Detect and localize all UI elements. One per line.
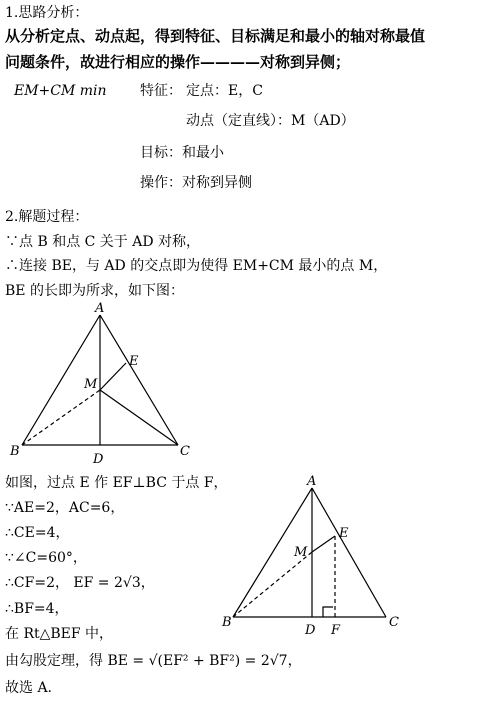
fig2-label-m: M	[294, 545, 308, 560]
analysis-feature-label: 特征：	[140, 83, 182, 99]
fig2-label-c: C	[389, 615, 399, 630]
solution-line-9: ∴BF=4，	[5, 601, 69, 617]
fig2-label-b: B	[222, 615, 232, 630]
fig2-label-d: D	[305, 623, 316, 638]
solution-line-4: 如图，过点 E 作 EF⊥BC 于点 F，	[5, 475, 228, 491]
solution-line-2: ∴连接 BE，与 AD 的交点即为使得 EM+CM 最小的点 M，	[5, 258, 388, 274]
analysis-feature-moving: 动点（定直线）：M（AD）	[186, 113, 355, 129]
fig1-label-c: C	[180, 444, 190, 459]
solution-line-8: ∴CF=2， EF = 2√3，	[5, 575, 155, 591]
fig1-label-e: E	[129, 354, 139, 369]
fig1-label-m: M	[84, 377, 98, 392]
fig1-dashed-bm	[22, 390, 100, 445]
fig2-dashed-bm	[233, 552, 312, 617]
solution-line-7: ∵∠C=60°，	[5, 550, 87, 566]
fig1-side-ac	[100, 315, 178, 445]
fig2-side-ac	[312, 488, 386, 617]
solution-line-11: 由勾股定理，得 BE = √(EF² + BF²) = 2√7，	[5, 653, 302, 669]
fig2-segment-me	[312, 536, 335, 552]
analysis-goal: 目标：和最小	[140, 145, 224, 161]
fig1-label-b: B	[10, 444, 20, 459]
fig2-label-f: F	[331, 623, 341, 638]
triangle-figure-2	[218, 474, 408, 644]
solution-line-10: 在 Rt△BEF 中，	[5, 626, 114, 642]
fig1-segment-mc	[100, 390, 178, 445]
solution-line-1: ∵点 B 和点 C 关于 AD 对称，	[5, 234, 201, 250]
fig1-segment-me	[100, 363, 126, 390]
solution-line-5: ∵AE=2，AC=6，	[5, 500, 125, 516]
solution-line-3: BE 的长即为所求，如下图：	[5, 283, 184, 299]
fig1-label-a: A	[95, 301, 105, 316]
fig1-label-d: D	[93, 452, 104, 467]
solution-line-12: 故选 A.	[5, 680, 53, 696]
fig2-label-a: A	[307, 474, 317, 489]
analysis-heading: 1.思路分析：	[5, 5, 89, 21]
analysis-bold-line-1: 从分析定点、动点起，得到特征、目标满足和最小的轴对称最值	[5, 27, 426, 45]
analysis-bold-line-2: 问题条件，故进行相应的操作————对称到异侧；	[5, 53, 351, 71]
solution-heading: 2.解题过程：	[5, 209, 89, 225]
fig2-label-e: E	[339, 526, 349, 541]
analysis-operation: 操作：对称到异侧	[140, 175, 252, 191]
fig2-right-angle-mark	[323, 607, 333, 617]
analysis-expression: EM+CM min	[14, 83, 107, 99]
triangle-figure-1	[0, 300, 220, 470]
analysis-feature-fixed: 定点：E，C	[186, 83, 263, 99]
solution-line-6: ∴CE=4，	[5, 525, 70, 541]
